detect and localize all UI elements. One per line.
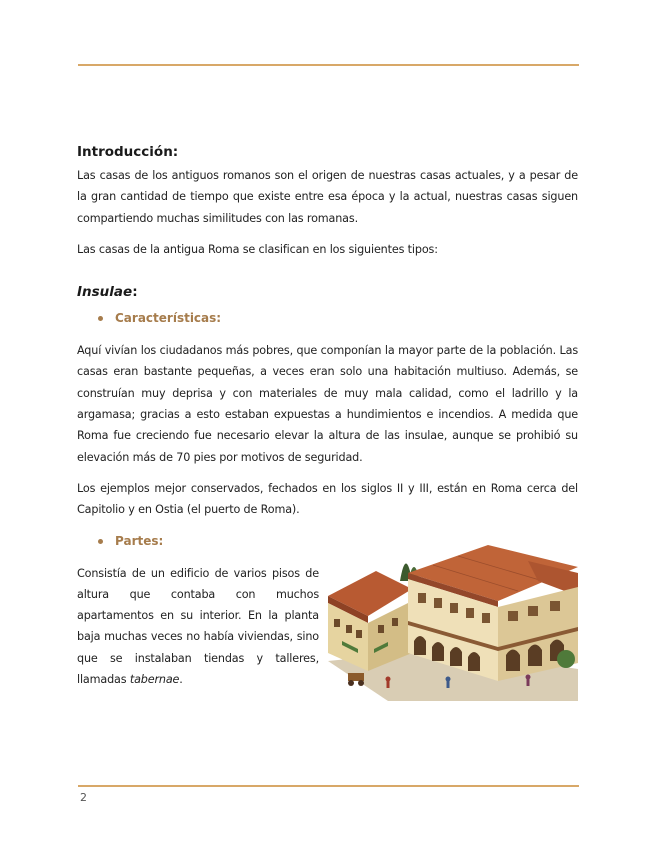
bullet-dot-icon — [98, 539, 103, 544]
page-content — [77, 144, 578, 713]
header-rule — [78, 64, 579, 66]
partes-paragraph-end: . — [179, 673, 183, 687]
partes-text-column — [77, 563, 319, 701]
partes-paragraph-text: Consistía de un edificio de varios pisos de altura que contaba con muchos apartamentos en su interior. En la planta baja muchas veces no había viviendas, sino que se instalaban tiendas y talleres, llamadas — [77, 566, 319, 687]
caracteristicas-paragraph-1: Aquí vivían los ciudadanos más pobres, que componían la mayor parte de la población. Las casas eran bastante pequeñas, a veces eran solo una habitación multiuso. Además, se construían muy deprisa y con materiales de muy mala calidad, como el ladrillo y la argamasa; gracias a esto estaban expuestas a hundimientos e incendios. A medida que Roma fue creciendo fue necesario elevar la altura de las insulae, aunque se prohibió su elevación más de 70 pies por motivos de seguridad. — [77, 344, 578, 464]
bullet-dot-icon — [98, 316, 103, 321]
partes-section — [77, 563, 578, 713]
partes-paragraph — [77, 563, 319, 691]
caracteristicas-paragraph-2: Los ejemplos mejor conservados, fechados en los siglos II y III, están en Roma cerca del Capitolio y en Ostia (el puerto de Roma). — [77, 481, 578, 517]
intro-paragraph-2: Las casas de la antigua Roma se clasifican en los siguientes tipos: — [77, 242, 438, 256]
insulae-heading-colon: : — [132, 284, 138, 301]
footer-rule — [78, 785, 579, 787]
caracteristicas-label: Características: — [115, 311, 222, 326]
page-number: 2 — [80, 791, 87, 804]
tabernae-term: tabernae — [129, 673, 180, 687]
insula-illustration — [328, 541, 578, 701]
intro-heading: Introducción: — [77, 144, 179, 160]
insulae-heading — [77, 284, 578, 300]
intro-paragraph-1: Las casas de los antiguos romanos son el origen de nuestras casas actuales, y a pesar de la gran cantidad de tiempo que existe entre esa época y la actual, nuestras casas siguen compartiendo muchas similitudes con las romanas. — [77, 169, 578, 225]
caracteristicas-bullet — [77, 308, 578, 328]
partes-label: Partes: — [115, 533, 164, 548]
insulae-heading-text: Insulae — [77, 284, 133, 301]
